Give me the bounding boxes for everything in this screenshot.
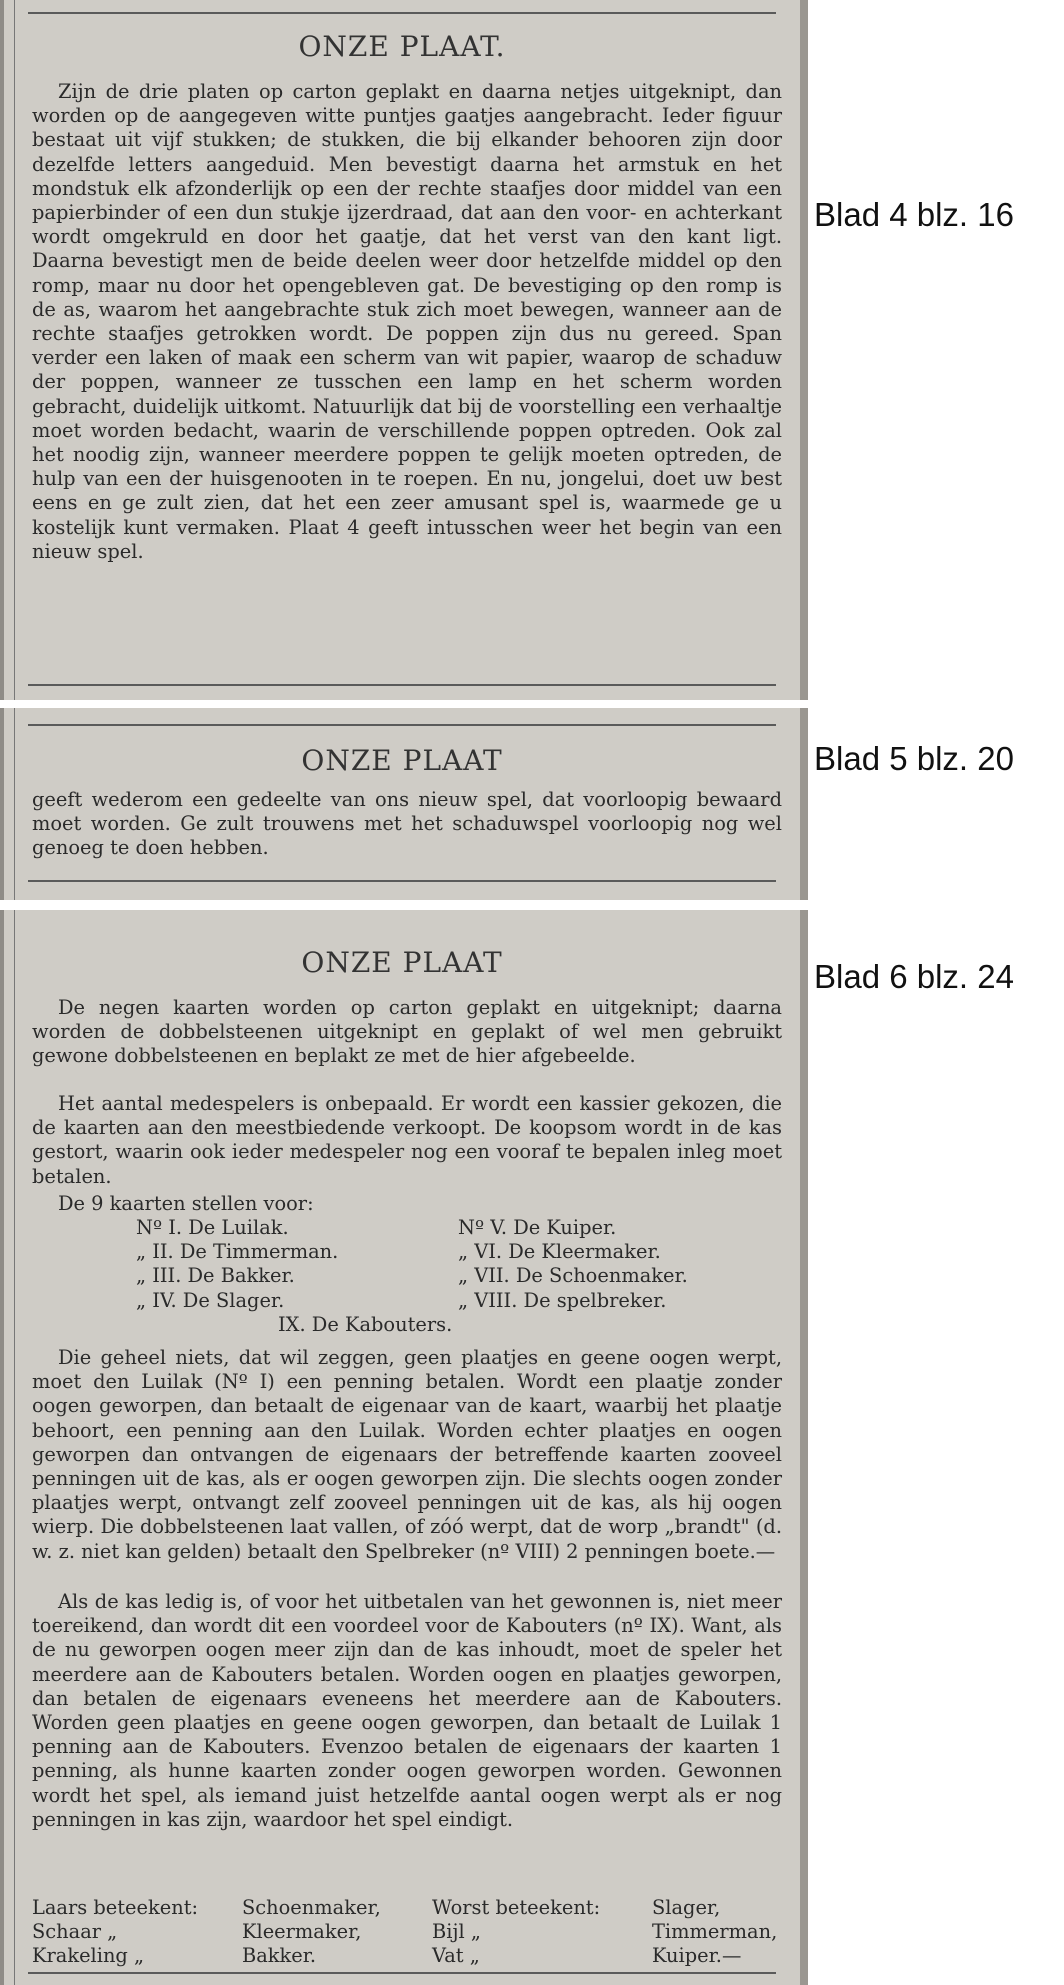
top-rule bbox=[28, 724, 776, 726]
card-item: „ IV. De Slager. bbox=[136, 1288, 285, 1312]
card-item: Nº V. De Kuiper. bbox=[458, 1216, 617, 1239]
card-item: „ II. De Timmerman. bbox=[136, 1240, 339, 1264]
left-border-line bbox=[14, 910, 15, 1985]
cards-row bbox=[32, 1240, 782, 1264]
legend-cell: Bakker. bbox=[242, 1944, 317, 1968]
bottom-rule bbox=[28, 684, 776, 686]
cards-list bbox=[32, 1216, 782, 1337]
caption-blad-6: Blad 6 blz. 24 bbox=[814, 958, 1014, 995]
clipping-body: geeft wederom een gedeelte van ons nieuw spel, dat voorloopig bewaard moet worden. Ge zult trouwens met het schaduwspel voorloopig nog wel genoeg te doen hebben. bbox=[32, 788, 782, 860]
legend-row bbox=[32, 1944, 782, 1968]
left-border-line bbox=[14, 0, 15, 700]
legend-row bbox=[32, 1896, 782, 1920]
legend-cell: Kleermaker, bbox=[242, 1920, 362, 1944]
legend-cell: Laars beteekent: bbox=[32, 1896, 199, 1919]
paragraph-1: De negen kaarten worden op carton geplakt en uitgeknipt; daarna worden de dobbelsteenen uitgeknipt en geplakt of wel men gebruikt gewone dobbelsteenen en beplakt ze met de hier afgebeelde. bbox=[32, 996, 782, 1068]
legend-cell: Krakeling „ bbox=[32, 1944, 145, 1968]
legend-row bbox=[32, 1920, 782, 1944]
clipping-title: ONZE PLAAT bbox=[301, 946, 503, 979]
legend-cell: Bijl „ bbox=[432, 1920, 481, 1944]
legend-table bbox=[32, 1896, 782, 1969]
cards-row bbox=[32, 1216, 782, 1240]
clipping-blad-6 bbox=[0, 910, 808, 1985]
caption-blad-5: Blad 5 blz. 20 bbox=[814, 740, 1014, 777]
card-item: „ VI. De Kleermaker. bbox=[458, 1240, 661, 1264]
cards-row bbox=[32, 1264, 782, 1288]
bottom-rule bbox=[28, 1972, 776, 1974]
legend-cell: Kuiper.— bbox=[652, 1944, 742, 1968]
legend-cell: Vat „ bbox=[432, 1944, 480, 1968]
card-item: „ VII. De Schoenmaker. bbox=[458, 1264, 688, 1288]
left-border-line bbox=[14, 708, 15, 900]
clipping-title: ONZE PLAAT. bbox=[298, 30, 506, 63]
clipping-body: Zijn de drie platen op carton geplakt en daarna netjes uitgeknipt, dan worden op de aangegeven witte puntjes gaatjes aangebracht. Ieder figuur bestaat uit vijf stukken; de stukken, die bij elkander behooren zijn door dezelfde letters aangeduid. Men bevestigt daarna het armstuk en het mondstuk elk afzonderlijk op een der rechte staafjes door middel van een papierbinder of een dun stukje ijzerdraad, dat aan den voor- en achterkant wordt omgekruld en door het gaatje, dat het verst van den kant ligt. Daarna bevestigt men de beide deelen weer door hetzelfde middel op den romp, maar nu door het opengebleven gat. De bevestiging op den romp is de as, waarom het aangebrachte stuk zich moet bewegen, wanneer aan de rechte staafjes getrokken wordt. De poppen zijn dus nu gereed. Span verder een laken of maak een scherm van wit papier, waarop de schaduw der poppen, wanneer ze tusschen een lamp en het scherm worden gebracht, duidelijk uitkomt. Natuurlijk dat bij de voorstelling een verhaaltje moet worden bedacht, waarin de verschillende poppen optreden. Ook zal het noodig zijn, wanneer meerdere poppen te gelijk moeten optreden, de hulp van een der huisgenooten in te roepen. En nu, jongelui, doet uw best eens en ge zult zien, dat het een zeer amusant spel is, waarmede ge u kostelijk kunt vermaken. Plaat 4 geeft intusschen weer het begin van een nieuw spel. bbox=[32, 80, 782, 563]
cards-intro: De 9 kaarten stellen voor: bbox=[58, 1192, 314, 1215]
legend-cell: Schoenmaker, bbox=[242, 1896, 381, 1919]
clipping-blad-5 bbox=[0, 708, 808, 900]
cards-row bbox=[32, 1289, 782, 1313]
legend-cell: Schaar „ bbox=[32, 1920, 118, 1944]
bottom-rule bbox=[28, 880, 776, 882]
paragraph-3: Die geheel niets, dat wil zeggen, geen plaatjes en geene oogen werpt, moet den Luilak (Nº I) een penning betalen. Wordt een plaatje zonder oogen geworpen, dan betaalt de eigenaar van de kaart, waarbij het plaatje behoort, een penning aan den Luilak. Worden echter plaatjes en oogen geworpen dan ontvangen de eigenaars der betreffende kaarten zooveel penningen uit de kas, als er oogen geworpen zijn. Die slechts oogen zonder plaatjes werpt, ontvangt zelf zooveel penningen uit de kas, als hij oogen wierp. Die dobbelsteenen laat vallen, of zóó werpt, dat de worp „brandt" (d. w. z. niet kan gelden) betaalt den Spelbreker (nº VIII) 2 penningen boete.— bbox=[32, 1346, 782, 1563]
top-rule bbox=[28, 12, 776, 14]
caption-blad-4: Blad 4 blz. 16 bbox=[814, 196, 1014, 233]
legend-cell: Timmerman, bbox=[652, 1920, 778, 1944]
card-item: „ III. De Bakker. bbox=[136, 1264, 295, 1288]
legend-cell: Slager, bbox=[652, 1896, 721, 1919]
paragraph-2: Het aantal medespelers is onbepaald. Er wordt een kassier gekozen, die de kaarten aan den meestbiedende verkoopt. De koopsom wordt in de kas gestort, waarin ook ieder medespeler nog een vooraf te bepalen inleg moet betalen. bbox=[32, 1092, 782, 1188]
cards-row bbox=[32, 1313, 782, 1337]
clipping-title: ONZE PLAAT bbox=[301, 744, 503, 777]
legend-cell: Worst beteekent: bbox=[432, 1896, 601, 1919]
card-item: „ VIII. De spelbreker. bbox=[458, 1288, 667, 1312]
clipping-blad-4 bbox=[0, 0, 808, 700]
card-item: IX. De Kabouters. bbox=[278, 1312, 453, 1336]
paragraph-4: Als de kas ledig is, of voor het uitbetalen van het gewonnen is, niet meer toereikend, dan wordt dit een voordeel voor de Kabouters (nº IX). Want, als de nu geworpen oogen meer zijn dan de kas inhoudt, moet de speler het meerdere aan de Kabouters betalen. Worden oogen en plaatjes geworpen, dan betalen de eigenaars eveneens het meerdere aan de Kabouters. Worden geen plaatjes en geene oogen geworpen, dan betaalt de Luilak 1 penning aan de Kabouters. Evenzoo betalen de eigenaars der kaarten 1 penning, als hunne kaarten zonder oogen geworpen worden. Gewonnen wordt het spel, als iemand juist hetzelfde aantal oogen werpt als er nog penningen in kas zijn, waardoor het spel eindigt. bbox=[32, 1590, 782, 1831]
card-item: Nº I. De Luilak. bbox=[136, 1216, 289, 1239]
